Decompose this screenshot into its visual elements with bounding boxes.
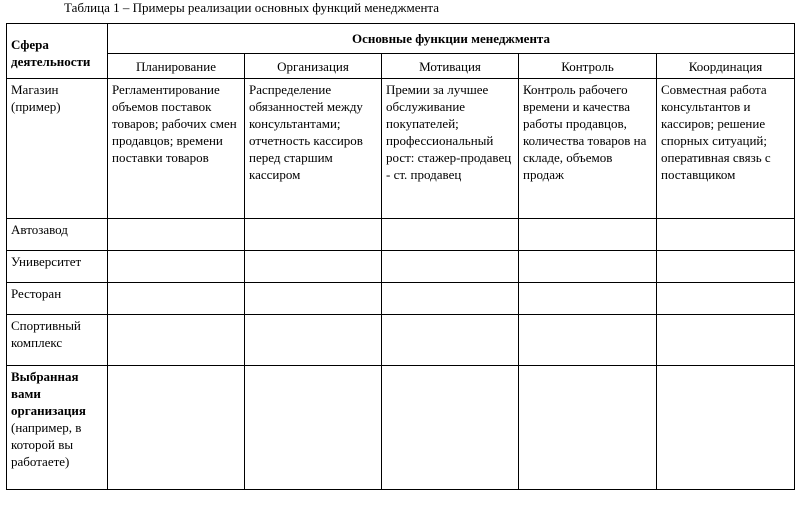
table-row-own-organization: [7, 366, 795, 490]
sphere-cell: Ресторан: [7, 283, 108, 315]
sphere-cell: [7, 366, 108, 490]
main-header: Основные функции менеджмента: [108, 24, 795, 54]
table-cell: [108, 219, 245, 251]
function-header-organization: Организация: [245, 54, 382, 79]
table-row: [7, 251, 795, 283]
table-cell: Распределение обязанностей между консультантами; отчетность кассиров перед старшим кассиром: [245, 79, 382, 219]
own-organization-label: Выбранная вами организация: [11, 369, 86, 418]
table-cell: [519, 366, 657, 490]
table-cell: [657, 283, 795, 315]
sphere-cell: Автозавод: [7, 219, 108, 251]
function-header-motivation: Мотивация: [382, 54, 519, 79]
management-functions-table: [6, 23, 795, 490]
table-cell: [382, 315, 519, 366]
sphere-cell: Спортивный комплекс: [7, 315, 108, 366]
sphere-header: Сфера деятельности: [7, 24, 108, 79]
table-cell: [245, 366, 382, 490]
table-cell: Регламентирование объемов поставок товаров; рабочих смен продавцов; времени поставки товаров: [108, 79, 245, 219]
table-cell: [657, 315, 795, 366]
table-caption: Таблица 1 – Примеры реализации основных функций менеджмента: [64, 0, 440, 15]
table-row: [7, 219, 795, 251]
table-cell: Контроль рабочего времени и качества работы продавцов, количества товаров на складе, объемов продаж: [519, 79, 657, 219]
table-row: [7, 79, 795, 219]
table-cell: [519, 219, 657, 251]
table-cell: [519, 251, 657, 283]
table-cell: Премии за лучшее обслуживание покупателей; профессиональный рост: стажер-продавец - ст. продавец: [382, 79, 519, 219]
table-cell: [245, 251, 382, 283]
table-cell: Совместная работа консультантов и кассиров; решение спорных ситуаций; оперативная связь с поставщиком: [657, 79, 795, 219]
function-header-planning: Планирование: [108, 54, 245, 79]
functions-header-row: [7, 54, 795, 79]
table-cell: [245, 283, 382, 315]
table-cell: [108, 366, 245, 490]
table-cell: [519, 283, 657, 315]
table-cell: [108, 251, 245, 283]
function-header-coordination: Координация: [657, 54, 795, 79]
table-header-row: [7, 24, 795, 54]
table-row: [7, 283, 795, 315]
table-cell: [382, 366, 519, 490]
table-row: [7, 315, 795, 366]
sphere-cell: Магазин (пример): [7, 79, 108, 219]
own-organization-hint: (например, в которой вы работаете): [11, 420, 82, 469]
table-cell: [657, 366, 795, 490]
table-cell: [657, 219, 795, 251]
table-cell: [108, 315, 245, 366]
table-cell: [382, 283, 519, 315]
table-cell: [382, 219, 519, 251]
function-header-control: Контроль: [519, 54, 657, 79]
table-cell: [382, 251, 519, 283]
table-cell: [519, 315, 657, 366]
table-cell: [245, 219, 382, 251]
table-cell: [657, 251, 795, 283]
table-cell: [108, 283, 245, 315]
sphere-cell: Университет: [7, 251, 108, 283]
table-cell: [245, 315, 382, 366]
